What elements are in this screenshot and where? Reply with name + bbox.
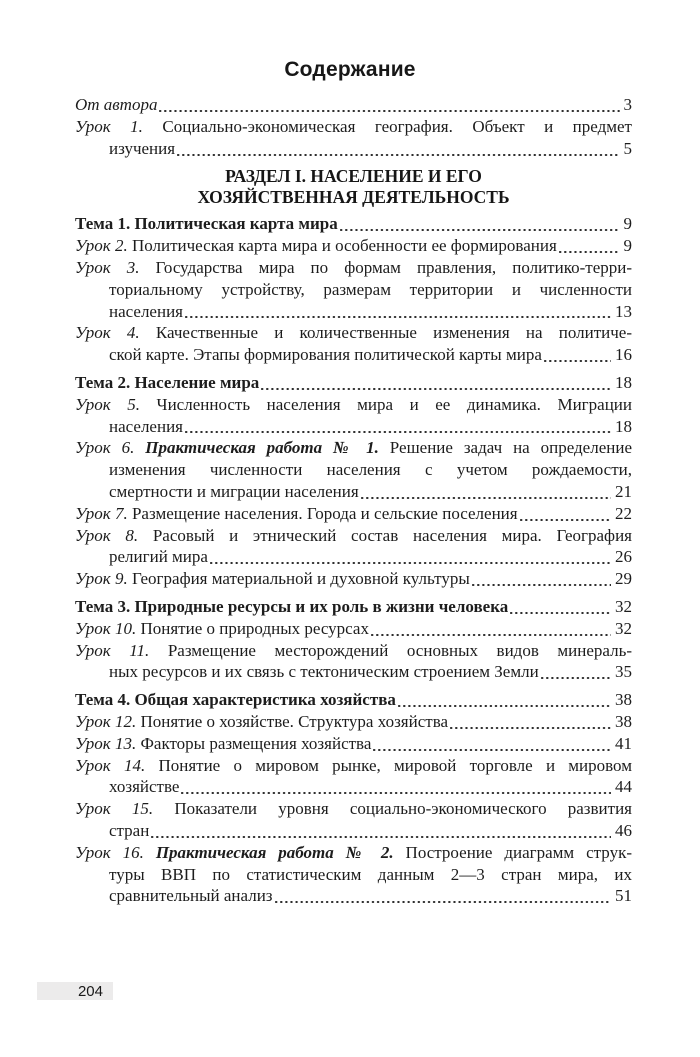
toc-text [109,138,175,160]
toc-text [109,481,359,503]
section-heading-line: РАЗДЕЛ I. НАСЕЛЕНИЕ И ЕГО [225,166,482,187]
toc-text-part: Размещение населения. Города и сельские поселения [127,503,518,523]
toc-text-part: Размещение месторождений основных видов минераль- [149,640,632,660]
toc-text-part: Урок 13. [75,733,137,753]
toc-entry-urok-15 [75,798,632,842]
toc-text [109,416,183,438]
toc-line [75,394,632,416]
toc-line [75,503,632,525]
toc-text [109,776,179,798]
toc-line [75,372,632,394]
toc-entry-urok-11 [75,640,632,684]
toc-text [75,235,557,257]
toc-text-part: Урок 11. [75,640,150,660]
page-number: 9 [623,236,632,256]
toc-line [75,689,632,711]
dot-leader [542,344,615,366]
toc-text [75,117,632,136]
toc-text-part: Понятие о хозяйстве. Структура хозяйства [136,711,449,731]
page-number: 44 [615,777,632,797]
page-number: 5 [623,138,632,158]
toc-text [109,280,632,299]
page-number: 51 [615,886,632,906]
toc-text-part: Урок 7. [75,503,128,523]
dot-leader [273,885,615,907]
page-number-badge: 204 [37,982,113,1000]
toc-text-part: ных ресурсов и их связь с тектоническим строением Земли [109,662,539,682]
toc-line [75,94,632,116]
dot-leader [518,503,615,525]
toc-line [75,661,632,683]
toc-line [75,733,632,755]
toc-line [75,459,632,481]
section-heading-line: ХОЗЯЙСТВЕННАЯ ДЕЯТЕЛЬНОСТЬ [197,186,510,207]
toc-entry-tema-1 [75,213,632,235]
toc-text-part: ториальному устройству, размерам территории и численности [109,279,632,299]
toc-text [75,395,632,414]
toc-text-part: Качественные и количественные изменения на политиче- [139,323,632,343]
dot-leader [396,689,615,711]
toc-text-part: населения [109,301,183,321]
toc-text [75,526,632,545]
dot-leader [470,568,615,590]
toc-text-part: Решение задач на определение [378,438,632,458]
toc-line [75,596,632,618]
toc-entry-urok-8 [75,525,632,569]
toc-text-part: Урок 3. [75,257,140,277]
dot-leader [149,820,615,842]
toc-text-part: хозяйстве [109,777,180,797]
page-number: 26 [615,547,632,567]
toc-text-part: стран [109,820,150,840]
page-title: Содержание [284,58,416,81]
dot-leader [359,481,615,503]
toc-text-part: География материальной и духовной культуры [127,569,470,589]
toc-entry-tema-2 [75,372,632,394]
dot-leader [208,546,615,568]
toc-text-part: изменения численности населения с учетом рождаемости, [109,460,632,480]
toc-text-part: населения [109,416,183,436]
page-number: 3 [623,95,632,114]
toc-text-part: Построение диаграмм струк- [393,842,632,862]
toc-text-part: Тема 3. Природные ресурсы и их роль в жизни человека [75,596,509,616]
toc-text-part: Государства мира по формам правления, политико-терри- [139,257,632,277]
toc-line [75,279,632,301]
toc-text [75,733,371,755]
dot-leader [259,372,615,394]
toc-entry-urok-7 [75,503,632,525]
toc-entry-urok-2 [75,235,632,257]
toc-entry-urok-1 [75,116,632,160]
toc-text-part: религий мира [109,547,208,567]
toc-line [75,820,632,842]
dot-leader [338,213,624,235]
toc-entry-urok-14 [75,755,632,799]
toc-text [75,372,259,394]
toc-text [75,843,632,862]
toc-line [75,776,632,798]
toc-line [75,301,632,323]
page-number: 32 [615,618,632,638]
toc-line [75,235,632,257]
toc-line [75,481,632,503]
toc-text-part: Урок 4. [75,323,140,343]
page-number: 38 [615,690,632,710]
toc-line [75,864,632,886]
toc-line [75,640,632,662]
toc-entry-urok-13 [75,733,632,755]
toc-text-part: Урок 8. [75,525,139,545]
toc-line [75,525,632,547]
dot-leader [448,711,615,733]
toc-line [75,711,632,733]
toc-text-part: Урок 12. [75,711,137,731]
toc-text-part: туры ВВП по статистическим данным 2—3 стран мира, их [109,864,632,884]
page-number: 29 [615,569,632,589]
toc-text-part: От автора [75,95,158,114]
toc-text-part: смертности и миграции населения [109,481,359,501]
toc-text-part: Тема 2. Население мира [75,372,260,392]
toc-text-part: сравнительный анализ [109,886,273,906]
toc-entry-urok-12 [75,711,632,733]
toc-text-part: Урок 6. [75,438,146,458]
toc-text-part: Численность населения мира и ее динамика. Миграции [140,394,632,414]
toc-entry-tema-4 [75,689,632,711]
page-number: 9 [623,214,632,234]
toc-line [75,344,632,366]
toc-text [75,213,338,235]
toc-text-part: Практическая работа № 1. [145,438,379,458]
toc-text [75,689,396,711]
toc-entry-urok-3 [75,257,632,322]
toc-text-part: Урок 10. [75,618,137,638]
toc-text-part: Тема 1. Политическая карта мира [75,214,338,234]
toc-text [109,865,632,884]
toc-line [75,755,632,777]
toc-line [75,568,632,590]
toc-text [75,756,632,775]
dot-leader [183,416,615,438]
table-of-contents [75,94,632,907]
dot-leader [157,94,623,116]
toc-line [75,798,632,820]
toc-text-part: Урок 5. [75,394,140,414]
toc-text-part: изучения [109,138,176,158]
page-number: 18 [615,372,632,392]
page-number: 22 [615,503,632,523]
dot-leader [557,235,624,257]
toc-text [75,596,508,618]
toc-text-part: Социально-экономическая география. Объект и предмет [142,116,632,136]
toc-line [75,213,632,235]
page-number: 32 [615,596,632,616]
toc-text-part: Тема 4. Общая характеристика хозяйства [75,690,396,710]
toc-text [109,301,183,323]
dot-leader [183,301,615,323]
toc-line [75,416,632,438]
toc-text [75,618,369,640]
toc-text-part: Урок 2. [75,236,128,256]
dot-leader [371,733,615,755]
toc-text-part: Урок 14. [75,755,146,775]
toc-line [75,437,632,459]
toc-line [75,546,632,568]
toc-text [75,568,470,590]
toc-line [75,618,632,640]
toc-text [109,460,632,479]
toc-text [75,438,632,457]
toc-text [109,344,542,366]
page-number: 35 [615,662,632,682]
page-number: 46 [615,820,632,840]
toc-text-part: Урок 15. [75,799,154,819]
toc-entry-urok-6 [75,437,632,502]
toc-line [75,885,632,907]
toc-text-part: Понятие о природных ресурсах [136,618,369,638]
toc-text-part: Понятие о мировом рынке, мировой торговле и мировом [145,755,632,775]
toc-text-part: ской карте. Этапы формирования политической карты мира [109,345,542,365]
toc-text [75,323,632,342]
toc-text-part: Урок 9. [75,569,128,589]
page-number: 21 [615,481,632,501]
toc-line [75,116,632,138]
toc-text [75,258,632,277]
toc-entry-tema-3 [75,596,632,618]
toc-text [109,820,149,842]
dot-leader [508,596,615,618]
toc-text [109,885,273,907]
page-number: 38 [615,711,632,731]
toc-entry-urok-16 [75,842,632,907]
toc-entry-urok-10 [75,618,632,640]
toc-line [75,138,632,160]
toc-text-part: Урок 1. [75,116,143,136]
page-number: 41 [615,733,632,753]
toc-line [75,322,632,344]
toc-text-part: Урок 16. [75,842,156,862]
toc-text-part: Факторы размещения хозяйства [136,733,372,753]
toc-text [75,94,157,116]
toc-text [75,799,632,818]
toc-text [109,661,539,683]
toc-line [75,257,632,279]
page-number: 16 [615,345,632,365]
toc-text [75,503,518,525]
book-page [0,57,700,1057]
toc-text-part: Политическая карта мира и особенности ее формирования [127,236,557,256]
toc-entry-ot-avtora [75,94,632,116]
page-number: 18 [615,416,632,436]
toc-text-part: Расовый и этнический состав населения мира. География [138,525,632,545]
toc-entry-urok-5 [75,394,632,438]
page-number: 13 [615,301,632,321]
toc-text-part: Показатели уровня социально-экономического развития [153,799,632,819]
toc-text [75,711,448,733]
dot-leader [175,138,623,160]
toc-entry-urok-4 [75,322,632,366]
toc-line [75,842,632,864]
toc-text [75,641,632,660]
dot-leader [369,618,615,640]
dot-leader [539,661,615,683]
section-heading-razdel-1 [75,166,632,207]
toc-text [109,546,208,568]
dot-leader [179,776,615,798]
toc-text-part: Практическая работа № 2. [155,842,394,862]
toc-entry-urok-9 [75,568,632,590]
